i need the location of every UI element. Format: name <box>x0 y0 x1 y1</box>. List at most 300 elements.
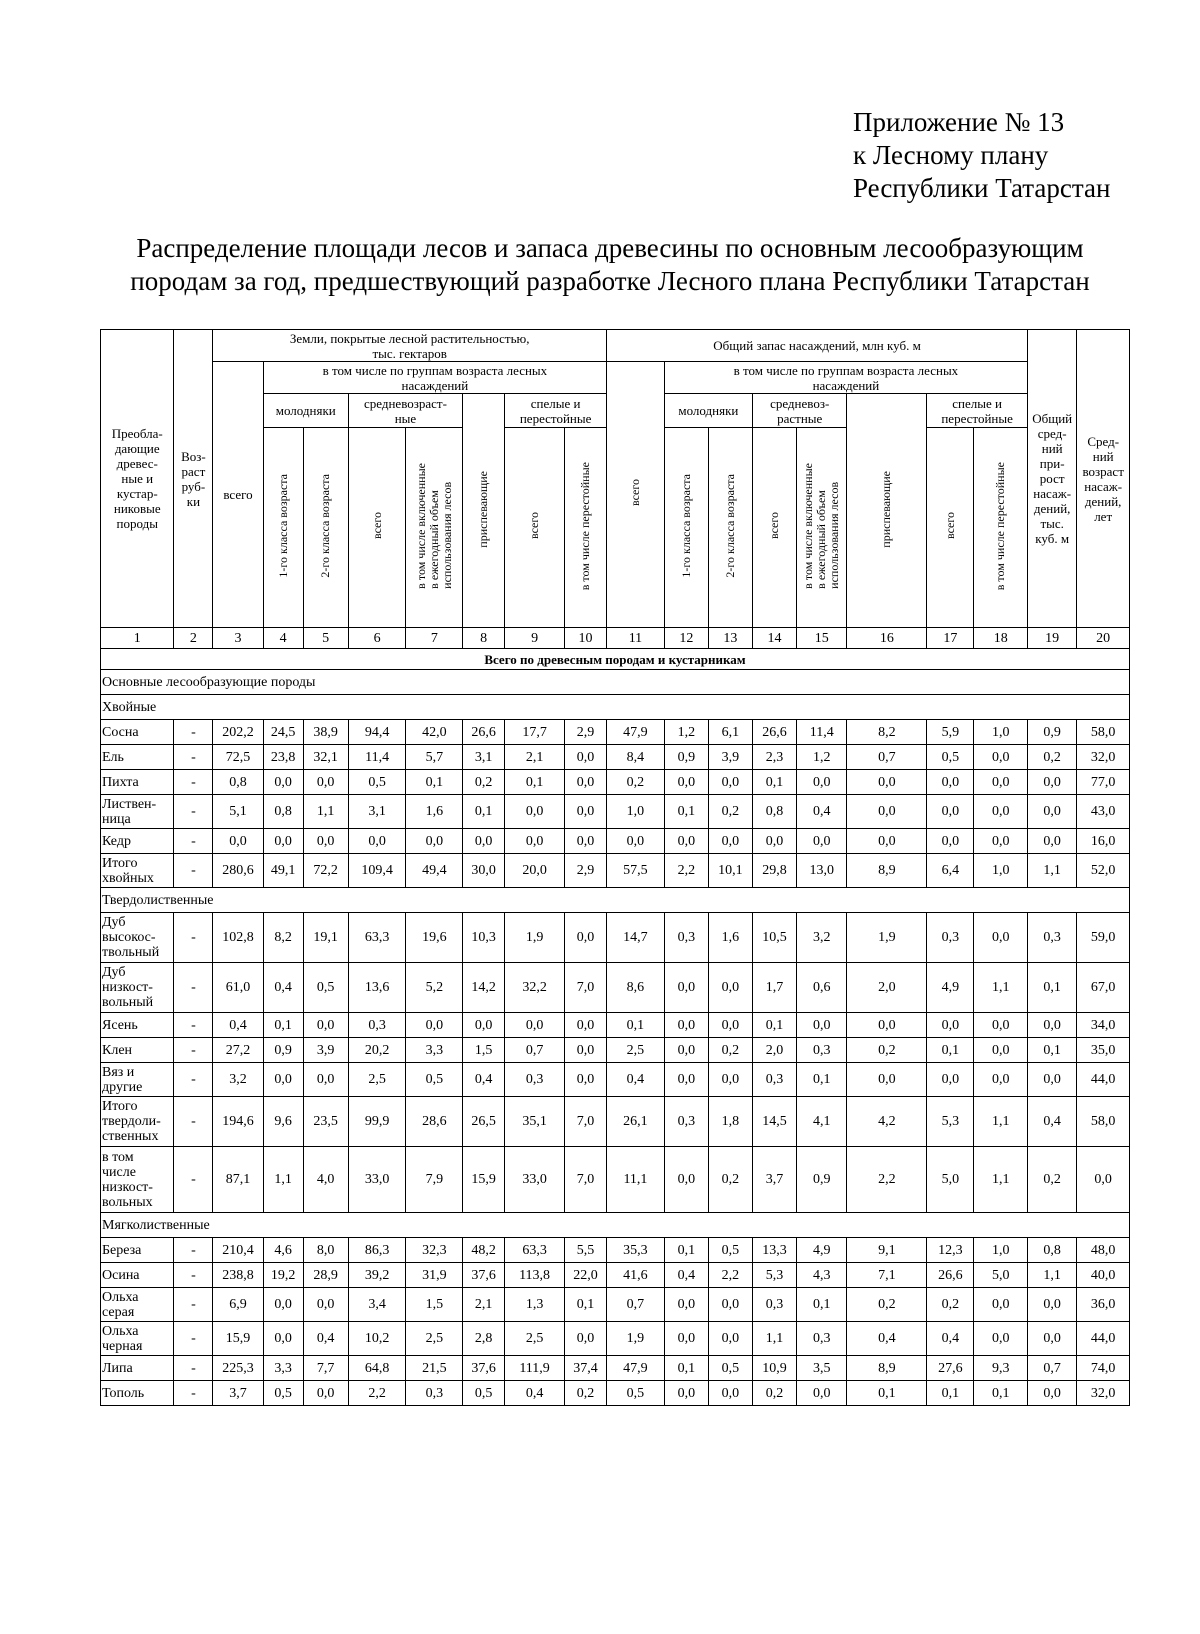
table-cell: 63,3 <box>505 1238 565 1263</box>
header-stock-middle: средневоз- растные <box>752 394 846 428</box>
column-number: 20 <box>1077 628 1130 649</box>
header-stock-middle-all: всего <box>752 428 796 628</box>
table-cell: 0,0 <box>752 829 796 854</box>
table-cell: 63,3 <box>348 913 406 963</box>
table-cell: 38,9 <box>303 720 348 745</box>
table-cell: 64,8 <box>348 1356 406 1381</box>
table-cell: 8,2 <box>847 720 927 745</box>
column-number: 11 <box>607 628 665 649</box>
column-number: 18 <box>974 628 1028 649</box>
table-cell: 0,0 <box>564 1322 606 1356</box>
table-cell: 41,6 <box>607 1263 665 1288</box>
table-cell: 9,6 <box>263 1097 303 1147</box>
table-cell: 0,5 <box>303 963 348 1013</box>
table-cell: 30,0 <box>463 854 505 888</box>
table-cell: 5,7 <box>406 745 463 770</box>
species-name: Листвен- ница <box>101 795 174 829</box>
table-cell: 40,0 <box>1077 1263 1130 1288</box>
table-cell: 20,2 <box>348 1038 406 1063</box>
table-cell: 0,0 <box>1028 1381 1077 1406</box>
table-cell: 49,1 <box>263 854 303 888</box>
table-cell: 0,1 <box>664 795 708 829</box>
table-cell: 33,0 <box>505 1147 565 1213</box>
table-cell: 0,8 <box>213 770 263 795</box>
table-cell: 2,1 <box>463 1288 505 1322</box>
table-row <box>101 1097 1130 1147</box>
table-cell: 19,2 <box>263 1263 303 1288</box>
table-cell: 0,0 <box>564 1013 606 1038</box>
table-cell: 1,9 <box>607 1322 665 1356</box>
table-cell: 86,3 <box>348 1238 406 1263</box>
table-cell: 7,0 <box>564 1147 606 1213</box>
table-cell: 0,9 <box>263 1038 303 1063</box>
table-cell: 0,0 <box>463 829 505 854</box>
table-cell: 6,1 <box>708 720 752 745</box>
table-cell: 0,1 <box>752 1013 796 1038</box>
header-area-age-groups: в том числе по группам возраста лесных насаждений <box>263 362 606 394</box>
table-cell: 111,9 <box>505 1356 565 1381</box>
table-cell: 3,9 <box>708 745 752 770</box>
table-cell: 9,3 <box>974 1356 1028 1381</box>
table-cell: 77,0 <box>1077 770 1130 795</box>
table-cell: 0,0 <box>263 770 303 795</box>
table-cell: 0,3 <box>664 913 708 963</box>
table-cell: 0,5 <box>348 770 406 795</box>
table-cell: 1,9 <box>505 913 565 963</box>
table-cell: - <box>174 854 213 888</box>
table-cell: 0,0 <box>564 1038 606 1063</box>
table-cell: 35,3 <box>607 1238 665 1263</box>
table-cell: 0,0 <box>1028 1013 1077 1038</box>
table-row <box>101 745 1130 770</box>
table-cell: 0,5 <box>927 745 974 770</box>
table-cell: 48,2 <box>463 1238 505 1263</box>
table-cell: 10,9 <box>752 1356 796 1381</box>
table-cell: 0,0 <box>927 1063 974 1097</box>
table-cell: 0,1 <box>607 1013 665 1038</box>
header-stock-ripe-all: всего <box>927 428 974 628</box>
table-cell: 0,0 <box>1028 795 1077 829</box>
table-cell: 0,0 <box>664 1063 708 1097</box>
table-cell: 1,1 <box>303 795 348 829</box>
table-cell: 210,4 <box>213 1238 263 1263</box>
column-number: 12 <box>664 628 708 649</box>
table-cell: 1,6 <box>406 795 463 829</box>
table-cell: 0,0 <box>463 1013 505 1038</box>
table-cell: 2,3 <box>752 745 796 770</box>
table-cell: - <box>174 795 213 829</box>
table-cell: 10,1 <box>708 854 752 888</box>
column-number: 13 <box>708 628 752 649</box>
table-cell: 32,0 <box>1077 745 1130 770</box>
table-cell: 99,9 <box>348 1097 406 1147</box>
table-cell: 3,3 <box>263 1356 303 1381</box>
column-number: 19 <box>1028 628 1077 649</box>
table-cell: 19,1 <box>303 913 348 963</box>
table-row <box>101 1381 1130 1406</box>
table-cell: - <box>174 1356 213 1381</box>
table-cell: 0,0 <box>664 770 708 795</box>
header-stock-age-groups: в том числе по группам возраста лесных насаждений <box>664 362 1027 394</box>
forest-distribution-table <box>100 329 1130 1406</box>
table-cell: 42,0 <box>406 720 463 745</box>
table-cell: 1,1 <box>752 1322 796 1356</box>
table-cell: 3,4 <box>348 1288 406 1322</box>
header-stock-overmature: в том числе перестойные <box>974 428 1028 628</box>
species-name: Дуб высокос- твольный <box>101 913 174 963</box>
header-area-ripe-all: всего <box>505 428 565 628</box>
table-cell: 1,7 <box>752 963 796 1013</box>
table-cell: 0,0 <box>505 1013 565 1038</box>
table-cell: 0,1 <box>927 1038 974 1063</box>
table-cell: 5,1 <box>213 795 263 829</box>
table-cell: 27,6 <box>927 1356 974 1381</box>
header-area-maturing: приспевающие <box>463 394 505 628</box>
table-cell: 10,5 <box>752 913 796 963</box>
column-number: 6 <box>348 628 406 649</box>
table-cell: 0,1 <box>564 1288 606 1322</box>
table-cell: 0,0 <box>303 1063 348 1097</box>
species-name: Дуб низкост- вольный <box>101 963 174 1013</box>
table-cell: 0,4 <box>664 1263 708 1288</box>
table-cell: 0,2 <box>847 1038 927 1063</box>
column-number: 15 <box>797 628 847 649</box>
column-number: 17 <box>927 628 974 649</box>
table-cell: 0,0 <box>927 770 974 795</box>
table-cell: 0,3 <box>752 1063 796 1097</box>
table-cell: 0,0 <box>974 770 1028 795</box>
table-cell: 5,5 <box>564 1238 606 1263</box>
table-cell: 72,2 <box>303 854 348 888</box>
table-cell: 17,7 <box>505 720 565 745</box>
table-cell: 44,0 <box>1077 1322 1130 1356</box>
table-cell: 0,0 <box>797 770 847 795</box>
table-cell: 26,6 <box>463 720 505 745</box>
table-cell: 0,0 <box>974 1038 1028 1063</box>
table-cell: 0,1 <box>797 1288 847 1322</box>
table-cell: 36,0 <box>1077 1288 1130 1322</box>
table-cell: 0,0 <box>974 913 1028 963</box>
table-cell: 0,0 <box>664 1322 708 1356</box>
table-cell: 10,2 <box>348 1322 406 1356</box>
species-name: Пихта <box>101 770 174 795</box>
species-name: Ясень <box>101 1013 174 1038</box>
table-cell: 102,8 <box>213 913 263 963</box>
table-cell: 0,1 <box>463 795 505 829</box>
table-cell: 0,3 <box>752 1288 796 1322</box>
column-number: 1 <box>101 628 174 649</box>
table-cell: 32,2 <box>505 963 565 1013</box>
header-felling-age: Воз- раст руб- ки <box>174 330 213 628</box>
table-cell: 1,3 <box>505 1288 565 1322</box>
table-cell: 37,6 <box>463 1356 505 1381</box>
table-cell: 4,6 <box>263 1238 303 1263</box>
table-cell: 2,2 <box>348 1381 406 1406</box>
table-cell: 0,4 <box>263 963 303 1013</box>
table-cell: 0,4 <box>797 795 847 829</box>
table-cell: 0,3 <box>505 1063 565 1097</box>
table-cell: 32,3 <box>406 1238 463 1263</box>
table-cell: 5,3 <box>752 1263 796 1288</box>
column-number: 4 <box>263 628 303 649</box>
table-cell: 8,6 <box>607 963 665 1013</box>
table-cell: 0,0 <box>263 1322 303 1356</box>
table-cell: 5,3 <box>927 1097 974 1147</box>
species-name: Итого хвойных <box>101 854 174 888</box>
table-cell: 57,5 <box>607 854 665 888</box>
table-cell: 15,9 <box>213 1322 263 1356</box>
table-cell: 1,1 <box>974 1147 1028 1213</box>
table-cell: 0,4 <box>213 1013 263 1038</box>
table-cell: 20,0 <box>505 854 565 888</box>
table-cell: 28,9 <box>303 1263 348 1288</box>
header-stock-total: всего <box>607 362 665 628</box>
table-cell: - <box>174 1097 213 1147</box>
table-cell: 0,1 <box>847 1381 927 1406</box>
table-cell: 0,1 <box>1028 963 1077 1013</box>
table-cell: 4,0 <box>303 1147 348 1213</box>
table-cell: 0,5 <box>708 1238 752 1263</box>
table-cell: 2,5 <box>406 1322 463 1356</box>
table-cell: 4,1 <box>797 1097 847 1147</box>
table-cell: 24,5 <box>263 720 303 745</box>
table-row <box>101 795 1130 829</box>
table-cell: 0,0 <box>797 1013 847 1038</box>
table-cell: 47,9 <box>607 720 665 745</box>
table-cell: 0,1 <box>797 1063 847 1097</box>
document-title: Распределение площади лесов и запаса древесины по основным лесообразующим породам за год, предшествующий разработке Лесного плана Республики Татарстан <box>130 233 1090 296</box>
table-cell: 194,6 <box>213 1097 263 1147</box>
table-cell: - <box>174 770 213 795</box>
table-cell: 29,8 <box>752 854 796 888</box>
appendix-line-2: к Лесному плану <box>853 140 1049 170</box>
table-cell: 0,0 <box>1028 1288 1077 1322</box>
table-cell: 27,2 <box>213 1038 263 1063</box>
table-cell: 0,0 <box>664 1038 708 1063</box>
table-cell: 8,9 <box>847 1356 927 1381</box>
table-cell: 0,0 <box>847 829 927 854</box>
table-cell: 0,2 <box>607 770 665 795</box>
table-cell: 0,0 <box>847 1013 927 1038</box>
table-cell: 5,2 <box>406 963 463 1013</box>
table-cell: 87,1 <box>213 1147 263 1213</box>
table-cell: 0,0 <box>708 829 752 854</box>
table-cell: - <box>174 1147 213 1213</box>
table-cell: 0,1 <box>927 1381 974 1406</box>
table-cell: 0,0 <box>708 1381 752 1406</box>
table-cell: 58,0 <box>1077 1097 1130 1147</box>
table-row <box>101 963 1130 1013</box>
table-cell: 0,5 <box>607 1381 665 1406</box>
header-area-middle-all: всего <box>348 428 406 628</box>
table-cell: 37,6 <box>463 1263 505 1288</box>
table-cell: 0,0 <box>564 745 606 770</box>
table-cell: 0,4 <box>927 1322 974 1356</box>
table-cell: 0,0 <box>303 829 348 854</box>
table-cell: 0,0 <box>263 1063 303 1097</box>
header-stock-ripe: спелые и перестойные <box>927 394 1028 428</box>
table-cell: 0,0 <box>974 1288 1028 1322</box>
table-cell: 0,2 <box>708 795 752 829</box>
appendix-caption <box>853 106 1183 205</box>
table-cell: 8,9 <box>847 854 927 888</box>
table-cell: 0,0 <box>974 1322 1028 1356</box>
table-cell: 0,0 <box>564 795 606 829</box>
table-cell: 74,0 <box>1077 1356 1130 1381</box>
table-cell: 1,0 <box>607 795 665 829</box>
column-number: 7 <box>406 628 463 649</box>
table-cell: 7,0 <box>564 1097 606 1147</box>
table-cell: 1,0 <box>974 854 1028 888</box>
header-area-class1: 1-го класса возраста <box>263 428 303 628</box>
table-cell: 0,6 <box>797 963 847 1013</box>
table-cell: 0,0 <box>974 745 1028 770</box>
table-cell: 0,0 <box>847 1063 927 1097</box>
table-cell: 0,1 <box>505 770 565 795</box>
table-cell: - <box>174 1063 213 1097</box>
table-cell: 0,0 <box>797 1381 847 1406</box>
table-cell: 0,9 <box>1028 720 1077 745</box>
table-cell: 1,1 <box>263 1147 303 1213</box>
species-name: Сосна <box>101 720 174 745</box>
table-cell: 0,2 <box>927 1288 974 1322</box>
table-cell: 0,0 <box>1028 770 1077 795</box>
species-name: Осина <box>101 1263 174 1288</box>
table-cell: 1,2 <box>797 745 847 770</box>
header-area-group: Земли, покрытые лесной растительностью, тыс. гектаров <box>213 330 607 362</box>
table-cell: 31,9 <box>406 1263 463 1288</box>
section-main-species: Основные лесообразующие породы <box>101 670 1130 695</box>
table-cell: 0,0 <box>927 829 974 854</box>
table-cell: 0,1 <box>974 1381 1028 1406</box>
table-cell: 43,0 <box>1077 795 1130 829</box>
table-cell: 4,2 <box>847 1097 927 1147</box>
table-cell: - <box>174 1322 213 1356</box>
table-cell: 32,0 <box>1077 1381 1130 1406</box>
table-cell: 0,1 <box>406 770 463 795</box>
table-cell: 2,5 <box>607 1038 665 1063</box>
table-row <box>101 1238 1130 1263</box>
table-cell: 14,2 <box>463 963 505 1013</box>
header-area-overmature: в том числе перестойные <box>564 428 606 628</box>
table-cell: 109,4 <box>348 854 406 888</box>
table-row <box>101 913 1130 963</box>
table-cell: 1,6 <box>708 913 752 963</box>
table-cell: - <box>174 1238 213 1263</box>
table-cell: 0,0 <box>1077 1147 1130 1213</box>
column-number: 8 <box>463 628 505 649</box>
header-stock-middle-annual: в том числе включенные в ежегодный объем использования лесов <box>797 428 847 628</box>
table-cell: 5,0 <box>974 1263 1028 1288</box>
table-cell: - <box>174 745 213 770</box>
table-cell: 1,1 <box>974 1097 1028 1147</box>
table-row <box>101 1288 1130 1322</box>
table-cell: 0,3 <box>797 1038 847 1063</box>
table-cell: 0,0 <box>974 1013 1028 1038</box>
table-cell: - <box>174 1263 213 1288</box>
table-cell: 0,0 <box>664 963 708 1013</box>
table-cell: - <box>174 1288 213 1322</box>
header-area-middle: средневозраст- ные <box>348 394 462 428</box>
section-hardwood: Твердолиственные <box>101 888 1130 913</box>
table-cell: 3,7 <box>752 1147 796 1213</box>
table-cell: 0,0 <box>974 1063 1028 1097</box>
table-cell: 0,0 <box>303 1381 348 1406</box>
table-cell: 8,2 <box>263 913 303 963</box>
table-cell: 0,0 <box>505 795 565 829</box>
table-cell: 0,0 <box>664 1288 708 1322</box>
header-growth: Общий сред- ний при- рост насаж- дений, тыс. куб. м <box>1028 330 1077 628</box>
table-cell: 0,3 <box>1028 913 1077 963</box>
table-cell: 0,4 <box>607 1063 665 1097</box>
table-cell: 1,0 <box>974 720 1028 745</box>
table-cell: 26,5 <box>463 1097 505 1147</box>
table-cell: 0,0 <box>708 963 752 1013</box>
header-area-middle-annual: в том числе включенные в ежегодный объем использования лесов <box>406 428 463 628</box>
section-conifers: Хвойные <box>101 695 1130 720</box>
table-cell: 113,8 <box>505 1263 565 1288</box>
table-cell: 0,9 <box>797 1147 847 1213</box>
table-cell: 0,0 <box>708 770 752 795</box>
header-stock-class2: 2-го класса возраста <box>708 428 752 628</box>
table-cell: 10,3 <box>463 913 505 963</box>
table-cell: 0,0 <box>1028 1063 1077 1097</box>
table-cell: 0,2 <box>1028 745 1077 770</box>
table-cell: 0,0 <box>974 829 1028 854</box>
table-cell: 0,0 <box>664 1013 708 1038</box>
table-cell: 11,4 <box>348 745 406 770</box>
table-cell: 0,3 <box>406 1381 463 1406</box>
species-name: в том числе низкост- вольных <box>101 1147 174 1213</box>
table-cell: 44,0 <box>1077 1063 1130 1097</box>
table-cell: 0,0 <box>664 1147 708 1213</box>
table-cell: 0,3 <box>664 1097 708 1147</box>
table-cell: 13,3 <box>752 1238 796 1263</box>
table-cell: 0,0 <box>847 795 927 829</box>
table-cell: 0,0 <box>213 829 263 854</box>
table-cell: 58,0 <box>1077 720 1130 745</box>
table-cell: 0,2 <box>463 770 505 795</box>
table-cell: 13,0 <box>797 854 847 888</box>
table-cell: 0,4 <box>303 1322 348 1356</box>
table-cell: - <box>174 720 213 745</box>
table-cell: 0,1 <box>664 1238 708 1263</box>
table-cell: 11,4 <box>797 720 847 745</box>
table-cell: 0,2 <box>708 1038 752 1063</box>
table-cell: 0,7 <box>847 745 927 770</box>
table-cell: 6,4 <box>927 854 974 888</box>
table-cell: 0,0 <box>664 1381 708 1406</box>
table-cell: 0,4 <box>463 1063 505 1097</box>
table-cell: 5,0 <box>927 1147 974 1213</box>
table-cell: 3,2 <box>213 1063 263 1097</box>
header-stock-young: молодняки <box>664 394 752 428</box>
table-cell: 72,5 <box>213 745 263 770</box>
table-cell: 0,0 <box>263 1288 303 1322</box>
table-cell: 0,2 <box>847 1288 927 1322</box>
header-area-young: молодняки <box>263 394 348 428</box>
table-cell: 0,0 <box>974 795 1028 829</box>
table-cell: 28,6 <box>406 1097 463 1147</box>
section-all-species: Всего по древесным породам и кустарникам <box>101 649 1130 670</box>
column-number-row <box>101 628 1130 649</box>
species-name: Ель <box>101 745 174 770</box>
table-cell: 1,5 <box>463 1038 505 1063</box>
table-cell: 0,0 <box>263 829 303 854</box>
table-cell: 23,5 <box>303 1097 348 1147</box>
column-number: 3 <box>213 628 263 649</box>
table-cell: 1,9 <box>847 913 927 963</box>
